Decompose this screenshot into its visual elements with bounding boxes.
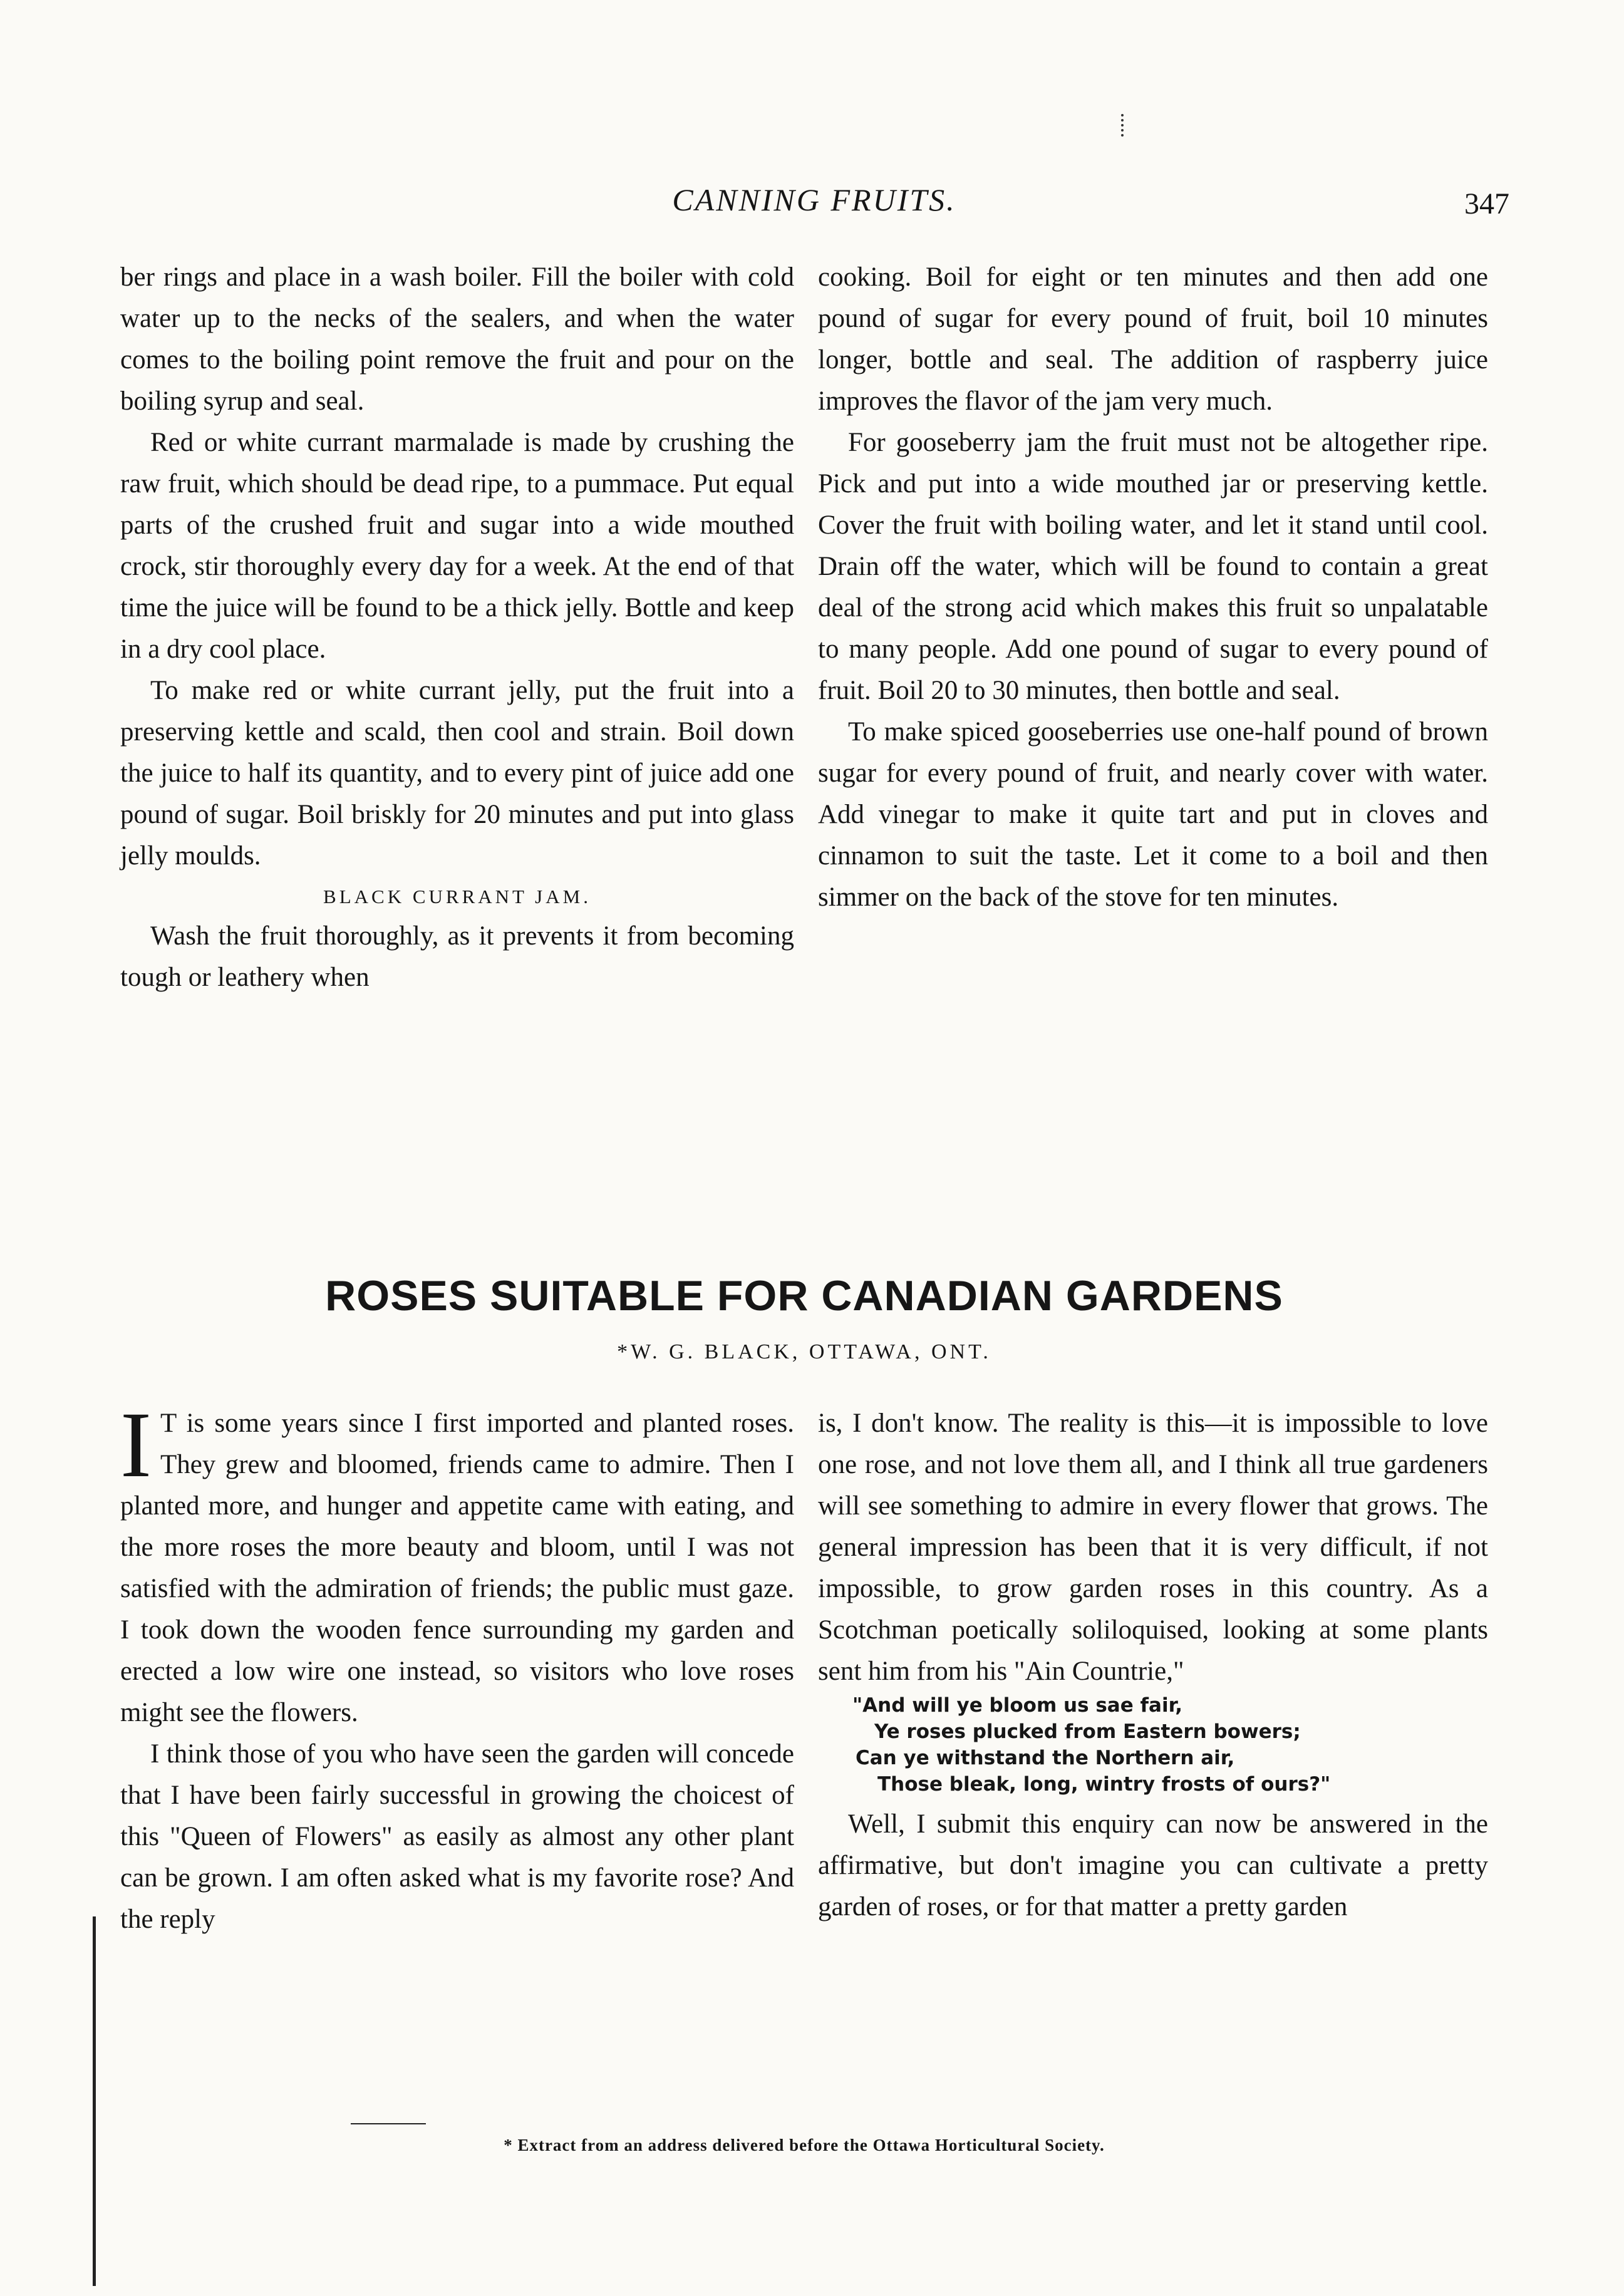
- roses-column-right: [818, 1403, 1488, 1928]
- paragraph-text: T is some years since I first imported and planted roses. They grew and bloomed, friends came to admire. Then I planted more, and hunger and appetite came with eating, and the more roses the more beauty and bloom, until I was not satisfied with the admiration of friends; the public must gaze. I took down the wooden fence surrounding my garden and erected a low wire one instead, so visitors who love roses might see the flowers.: [120, 1409, 794, 1727]
- paragraph: Red or white currant marmalade is made by crushing the raw fruit, which should be dead ripe, to a pummace. Put equal parts of the crushed fruit and sugar into a wide mouthed crock, stir thoroughly every day for a week. At the end of that time the juice will be found to be a thick jelly. Bottle and keep in a dry cool place.: [120, 428, 794, 664]
- section-subheading: BLACK CURRANT JAM.: [323, 886, 591, 908]
- scan-edge-line: [93, 1916, 96, 2286]
- article-title: ROSES SUITABLE FOR CANADIAN GARDENS: [325, 1272, 1283, 1320]
- running-head: CANNING FRUITS.: [672, 182, 956, 217]
- paragraph: ber rings and place in a wash boiler. Fill the boiler with cold water up to the necks of the sealers, and when the water comes to the boiling point remove the fruit and pour on the boiling syrup and seal.: [120, 262, 794, 416]
- poem-line: Ye roses plucked from Eastern bowers;: [874, 1720, 1301, 1743]
- paragraph: Wash the fruit thoroughly, as it prevents it from becoming tough or leathery when: [120, 921, 794, 992]
- poem-line: Can ye withstand the Northern air,: [856, 1747, 1235, 1769]
- stray-ink-mark: [1121, 114, 1127, 137]
- drop-cap: I: [120, 1393, 152, 1497]
- roses-column-left: [120, 1393, 794, 1940]
- canning-column-left: [120, 257, 794, 998]
- footnote-rule: [351, 2123, 426, 2124]
- footnote: * Extract from an address delivered before the Ottawa Horticultural Society.: [504, 2136, 1105, 2154]
- poem-quote: [818, 1692, 1488, 1797]
- paragraph: cooking. Boil for eight or ten minutes and then add one pound of sugar for every pound of fruit, boil 10 minutes longer, bottle and seal. The addition of raspberry juice improves the flavor of the jam very much.: [818, 262, 1488, 416]
- paragraph: [120, 1393, 794, 1734]
- paragraph: is, I don't know. The reality is this—it is impossible to love one rose, and not love them all, and I think all true gardeners will see something to admire in every flower that grows. The general impression has been that it is very difficult, if not impossible, to grow garden roses in this country. As a Scotchman poetically soliloquised, looking at some plants sent him from his "Ain Countrie,": [818, 1409, 1488, 1686]
- paragraph: For gooseberry jam the fruit must not be altogether ripe. Pick and put into a wide mouthed jar or preserving kettle. Cover the fruit with boiling water, and let it stand until cool. Drain off the water, which will be found to contain a great deal of the strong acid which makes this fruit so unpalatable to many people. Add one pound of sugar to every pound of fruit. Boil 20 to 30 minutes, then bottle and seal.: [818, 428, 1488, 705]
- paragraph: To make spiced gooseberries use one-half pound of brown sugar for every pound of fruit, and nearly cover with water. Add vinegar to make it quite tart and put in cloves and cinnamon to suit the taste. Let it come to a boil and then simmer on the back of the stove for ten minutes.: [818, 717, 1488, 912]
- page-number: 347: [1464, 187, 1509, 220]
- poem-line: "And will ye bloom us sae fair,: [852, 1694, 1183, 1717]
- paragraph: Well, I submit this enquiry can now be answered in the affirmative, but don't imagine you can cultivate a pretty garden of roses, or for that matter a pretty garden: [818, 1809, 1488, 1921]
- canning-column-right: [818, 257, 1488, 918]
- poem-line: Those bleak, long, wintry frosts of ours?": [877, 1773, 1331, 1796]
- paragraph: I think those of you who have seen the garden will concede that I have been fairly successful in growing the choicest of this "Queen of Flowers" as easily as almost any other plant can be grown. I am often asked what is my favorite rose? And the reply: [120, 1739, 794, 1934]
- article-byline: *W. G. BLACK, OTTAWA, ONT.: [617, 1340, 991, 1363]
- paragraph: To make red or white currant jelly, put the fruit into a preserving kettle and scald, then cool and strain. Boil down the juice to half its quantity, and to every pint of juice add one pound of sugar. Boil briskly for 20 minutes and put into glass jelly moulds.: [120, 676, 794, 871]
